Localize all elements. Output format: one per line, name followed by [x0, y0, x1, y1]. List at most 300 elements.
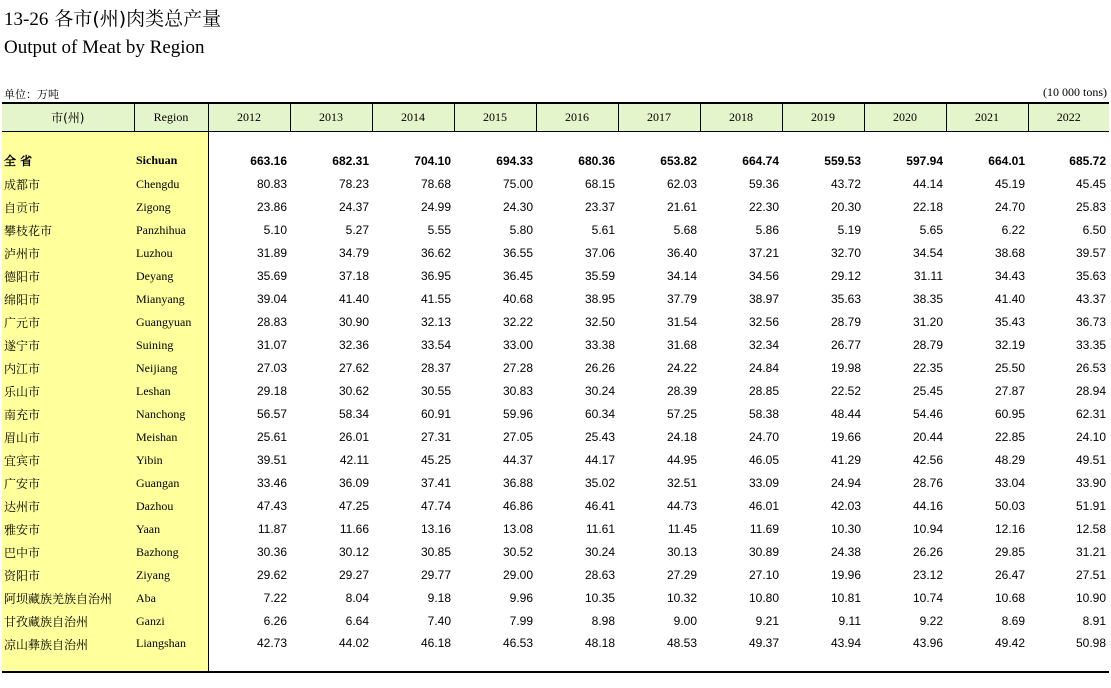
region-name-en: Ganzi [134, 610, 208, 633]
output-value: 34.43 [994, 269, 1025, 283]
output-value: 31.54 [666, 315, 697, 329]
output-value: 6.64 [345, 614, 369, 628]
output-value: 11.61 [585, 522, 615, 536]
header-year: 2014 [372, 103, 454, 131]
output-value: 35.69 [256, 269, 287, 283]
output-value: 33.09 [748, 476, 779, 490]
output-value: 30.24 [584, 545, 615, 559]
output-value: 5.68 [673, 223, 697, 237]
header-year: 2013 [290, 103, 372, 131]
output-value: 36.73 [1075, 315, 1106, 329]
output-value: 26.01 [338, 430, 369, 444]
table-row [2, 242, 1109, 265]
output-value: 27.10 [748, 568, 779, 582]
region-name-en: Deyang [134, 265, 208, 288]
output-value: 25.43 [584, 430, 615, 444]
table-row [2, 219, 1109, 242]
output-value: 9.11 [838, 614, 861, 628]
output-value: 43.96 [864, 633, 946, 672]
region-name-cn: 成都市 [2, 173, 134, 196]
output-value: 30.12 [338, 545, 369, 559]
output-value: 32.51 [666, 476, 697, 490]
output-value: 32.13 [420, 315, 451, 329]
output-value: 51.91 [1075, 499, 1106, 513]
region-name-en: Chengdu [134, 173, 208, 196]
region-name-cn: 全 省 [2, 149, 134, 173]
output-value: 8.98 [591, 614, 615, 628]
output-value: 34.56 [748, 269, 779, 283]
output-value: 663.16 [250, 153, 287, 168]
output-value: 48.18 [536, 633, 618, 672]
output-value: 38.95 [584, 292, 615, 306]
output-value: 46.41 [584, 499, 615, 513]
table-row [2, 564, 1109, 587]
output-value: 8.91 [1082, 614, 1106, 628]
region-name-en: Ziyang [134, 564, 208, 587]
output-value: 28.94 [1075, 384, 1106, 398]
output-value: 38.35 [912, 292, 943, 306]
table-row [2, 633, 1109, 672]
output-value: 30.13 [666, 545, 697, 559]
output-value: 33.38 [584, 338, 615, 352]
region-name-en: Dazhou [134, 495, 208, 518]
output-value: 685.72 [1069, 153, 1106, 168]
output-value: 24.99 [420, 200, 451, 214]
output-value: 49.42 [946, 633, 1028, 672]
header-city-cn: 市(州) [2, 103, 134, 131]
output-value: 6.26 [263, 614, 287, 628]
region-name-en: Sichuan [134, 149, 208, 173]
output-value: 29.62 [256, 568, 287, 582]
output-value: 31.11 [913, 269, 943, 283]
output-value: 39.51 [256, 453, 287, 467]
output-value: 11.69 [749, 522, 779, 536]
output-value: 36.95 [420, 269, 451, 283]
output-value: 36.62 [420, 246, 451, 260]
output-value: 30.55 [420, 384, 451, 398]
output-value: 24.22 [666, 361, 697, 375]
table-row [2, 472, 1109, 495]
region-name-cn: 德阳市 [2, 265, 134, 288]
output-value: 30.90 [338, 315, 369, 329]
output-value: 46.01 [748, 499, 779, 513]
output-value: 11.45 [667, 522, 697, 536]
output-value: 5.19 [837, 223, 861, 237]
output-value: 28.63 [584, 568, 615, 582]
output-value: 47.43 [256, 499, 287, 513]
output-value: 49.37 [700, 633, 782, 672]
output-value: 27.31 [420, 430, 451, 444]
table-row [2, 518, 1109, 541]
output-value: 26.47 [994, 568, 1025, 582]
output-value: 10.68 [994, 591, 1025, 605]
output-value: 7.22 [263, 591, 287, 605]
region-name-en: Zigong [134, 196, 208, 219]
output-value: 9.22 [919, 614, 943, 628]
table-row [2, 541, 1109, 564]
output-value: 42.56 [912, 453, 943, 467]
table-row [2, 587, 1109, 610]
total-row [2, 149, 1109, 173]
output-value: 30.52 [502, 545, 533, 559]
output-value: 78.68 [420, 177, 451, 191]
output-value: 9.00 [673, 614, 697, 628]
output-value: 32.50 [584, 315, 615, 329]
region-name-en: Nanchong [134, 403, 208, 426]
output-value: 22.18 [912, 200, 943, 214]
output-value: 24.10 [1075, 430, 1106, 444]
output-value: 30.24 [584, 384, 615, 398]
table-row [2, 173, 1109, 196]
output-value: 78.23 [338, 177, 369, 191]
output-value: 7.99 [509, 614, 533, 628]
output-value: 653.82 [660, 153, 697, 168]
output-value: 43.72 [830, 177, 861, 191]
output-value: 27.51 [1075, 568, 1106, 582]
output-value: 22.52 [830, 384, 861, 398]
output-value: 27.29 [666, 568, 697, 582]
output-value: 28.76 [912, 476, 943, 490]
output-value: 58.34 [338, 407, 369, 421]
table-row [2, 288, 1109, 311]
output-value: 31.68 [666, 338, 697, 352]
output-value: 680.36 [578, 153, 615, 168]
output-value: 26.26 [912, 545, 943, 559]
output-value: 11.87 [257, 522, 287, 536]
table-row [2, 196, 1109, 219]
region-name-cn: 乐山市 [2, 380, 134, 403]
output-value: 47.74 [420, 499, 451, 513]
region-name-en: Meishan [134, 426, 208, 449]
output-value: 44.16 [912, 499, 943, 513]
header-year: 2019 [782, 103, 864, 131]
output-value: 41.40 [338, 292, 369, 306]
table-row [2, 449, 1109, 472]
output-value: 10.81 [830, 591, 861, 605]
table-header [2, 103, 1109, 131]
output-value: 22.85 [994, 430, 1025, 444]
output-value: 24.37 [338, 200, 369, 214]
output-value: 33.04 [994, 476, 1025, 490]
output-value: 41.55 [420, 292, 451, 306]
output-value: 44.95 [666, 453, 697, 467]
output-value: 36.09 [338, 476, 369, 490]
output-value: 60.34 [584, 407, 615, 421]
output-value: 20.30 [830, 200, 861, 214]
output-value: 32.22 [502, 315, 533, 329]
output-value: 60.91 [420, 407, 451, 421]
output-value: 24.30 [502, 200, 533, 214]
output-value: 44.37 [502, 453, 533, 467]
output-value: 48.44 [830, 407, 861, 421]
output-value: 37.41 [420, 476, 451, 490]
output-value: 25.61 [256, 430, 287, 444]
output-value: 20.44 [912, 430, 943, 444]
output-value: 43.94 [782, 633, 864, 672]
output-value: 5.55 [427, 223, 451, 237]
output-value: 27.62 [338, 361, 369, 375]
output-value: 21.61 [666, 200, 697, 214]
output-value: 30.89 [748, 545, 779, 559]
output-value: 5.86 [755, 223, 779, 237]
region-name-cn: 雅安市 [2, 518, 134, 541]
output-value: 10.94 [912, 522, 943, 536]
region-name-cn: 广安市 [2, 472, 134, 495]
output-value: 13.08 [502, 522, 533, 536]
output-value: 38.68 [994, 246, 1025, 260]
region-name-cn: 攀枝花市 [2, 219, 134, 242]
output-value: 68.15 [584, 177, 615, 191]
output-value: 704.10 [414, 153, 451, 168]
region-name-en: Panzhihua [134, 219, 208, 242]
region-name-cn: 内江市 [2, 357, 134, 380]
output-value: 27.87 [994, 384, 1025, 398]
output-value: 10.74 [912, 591, 943, 605]
output-value: 26.53 [1075, 361, 1106, 375]
output-value: 559.53 [824, 153, 861, 168]
output-value: 59.96 [502, 407, 533, 421]
output-value: 60.95 [994, 407, 1025, 421]
output-value: 35.63 [1075, 269, 1106, 283]
region-name-en: Yaan [134, 518, 208, 541]
region-name-en: Neijiang [134, 357, 208, 380]
output-value: 25.50 [994, 361, 1025, 375]
output-value: 45.45 [1075, 177, 1106, 191]
output-value: 27.03 [256, 361, 287, 375]
header-year: 2020 [864, 103, 946, 131]
output-value: 5.65 [919, 223, 943, 237]
output-value: 29.00 [502, 568, 533, 582]
output-value: 26.26 [584, 361, 615, 375]
output-value: 31.20 [912, 315, 943, 329]
output-value: 8.69 [1001, 614, 1025, 628]
output-value: 57.25 [666, 407, 697, 421]
output-value: 41.29 [830, 453, 861, 467]
output-value: 58.38 [748, 407, 779, 421]
region-name-en: Bazhong [134, 541, 208, 564]
output-value: 59.36 [748, 177, 779, 191]
output-value: 44.17 [584, 453, 615, 467]
output-value: 43.37 [1075, 292, 1106, 306]
region-name-en: Leshan [134, 380, 208, 403]
region-name-cn: 绵阳市 [2, 288, 134, 311]
output-value: 7.40 [427, 614, 451, 628]
output-value: 45.25 [420, 453, 451, 467]
output-value: 25.45 [912, 384, 943, 398]
region-name-en: Suining [134, 334, 208, 357]
output-value: 29.85 [994, 545, 1025, 559]
output-value: 19.66 [830, 430, 861, 444]
output-value: 56.57 [256, 407, 287, 421]
region-name-en: Luzhou [134, 242, 208, 265]
output-value: 5.80 [509, 223, 533, 237]
output-value: 30.62 [338, 384, 369, 398]
output-value: 41.40 [994, 292, 1025, 306]
region-name-en: Mianyang [134, 288, 208, 311]
output-value: 37.79 [666, 292, 697, 306]
output-value: 664.01 [988, 153, 1025, 168]
output-value: 24.70 [994, 200, 1025, 214]
meat-output-table [2, 102, 1109, 673]
output-value: 46.05 [748, 453, 779, 467]
region-name-cn: 凉山彝族自治州 [2, 633, 134, 672]
table-row [2, 357, 1109, 380]
output-value: 34.54 [912, 246, 943, 260]
table-row [2, 426, 1109, 449]
output-value: 32.70 [830, 246, 861, 260]
output-value: 24.18 [666, 430, 697, 444]
region-name-cn: 资阳市 [2, 564, 134, 587]
output-value: 28.37 [420, 361, 451, 375]
output-value: 27.28 [502, 361, 533, 375]
region-name-en: Liangshan [134, 633, 208, 672]
table-row [2, 265, 1109, 288]
output-value: 24.70 [748, 430, 779, 444]
region-name-cn: 自贡市 [2, 196, 134, 219]
output-value: 23.86 [256, 200, 287, 214]
output-value: 44.14 [912, 177, 943, 191]
output-value: 28.79 [830, 315, 861, 329]
output-value: 33.54 [420, 338, 451, 352]
table-row [2, 403, 1109, 426]
output-value: 62.03 [666, 177, 697, 191]
output-value: 50.03 [994, 499, 1025, 513]
output-value: 29.27 [338, 568, 369, 582]
header-year: 2016 [536, 103, 618, 131]
region-name-en: Guangyuan [134, 311, 208, 334]
output-value: 46.18 [372, 633, 454, 672]
output-value: 37.06 [584, 246, 615, 260]
output-value: 33.00 [502, 338, 533, 352]
output-value: 597.94 [906, 153, 943, 168]
output-value: 32.36 [338, 338, 369, 352]
output-value: 42.03 [830, 499, 861, 513]
region-name-en: Yibin [134, 449, 208, 472]
output-value: 34.14 [666, 269, 697, 283]
output-value: 24.84 [748, 361, 779, 375]
output-value: 6.22 [1001, 223, 1025, 237]
output-value: 28.39 [666, 384, 697, 398]
output-value: 46.86 [502, 499, 533, 513]
output-value: 39.04 [256, 292, 287, 306]
output-value: 80.83 [256, 177, 287, 191]
output-value: 24.94 [830, 476, 861, 490]
output-value: 30.85 [420, 545, 451, 559]
output-value: 38.97 [748, 292, 779, 306]
output-value: 28.83 [256, 315, 287, 329]
region-name-cn: 宜宾市 [2, 449, 134, 472]
region-name-en: Guangan [134, 472, 208, 495]
output-value: 5.27 [345, 223, 369, 237]
region-name-cn: 遂宁市 [2, 334, 134, 357]
output-value: 9.96 [509, 591, 533, 605]
output-value: 23.12 [912, 568, 943, 582]
table-body [2, 131, 1109, 672]
output-value: 35.43 [994, 315, 1025, 329]
output-value: 6.50 [1082, 223, 1106, 237]
output-value: 48.53 [618, 633, 700, 672]
header-year: 2022 [1028, 103, 1109, 131]
header-year: 2018 [700, 103, 782, 131]
region-name-cn: 巴中市 [2, 541, 134, 564]
header-year: 2021 [946, 103, 1028, 131]
output-value: 28.85 [748, 384, 779, 398]
output-value: 37.18 [338, 269, 369, 283]
output-value: 12.16 [994, 522, 1025, 536]
output-value: 46.53 [454, 633, 536, 672]
output-value: 19.98 [830, 361, 861, 375]
output-value: 682.31 [332, 153, 369, 168]
output-value: 9.18 [427, 591, 451, 605]
output-value: 9.21 [755, 614, 779, 628]
output-value: 29.18 [256, 384, 287, 398]
output-value: 26.77 [830, 338, 861, 352]
output-value: 35.63 [830, 292, 861, 306]
table-row [2, 610, 1109, 633]
output-value: 694.33 [496, 153, 533, 168]
output-value: 35.59 [584, 269, 615, 283]
unit-label-english: (10 000 tons) [1043, 85, 1107, 99]
output-value: 28.79 [912, 338, 943, 352]
output-value: 10.30 [830, 522, 861, 536]
output-value: 47.25 [338, 499, 369, 513]
output-value: 33.35 [1075, 338, 1106, 352]
output-value: 10.80 [748, 591, 779, 605]
output-value: 23.37 [584, 200, 615, 214]
region-name-cn: 达州市 [2, 495, 134, 518]
spacer-row [2, 131, 1109, 149]
output-value: 12.58 [1075, 522, 1106, 536]
output-value: 29.12 [830, 269, 861, 283]
output-value: 44.02 [290, 633, 372, 672]
table-number: 13-26 [4, 9, 49, 30]
output-value: 31.21 [1075, 545, 1106, 559]
output-value: 31.07 [256, 338, 287, 352]
output-value: 5.10 [263, 223, 287, 237]
header-year: 2017 [618, 103, 700, 131]
output-value: 34.79 [338, 246, 369, 260]
output-value: 32.34 [748, 338, 779, 352]
header-region-en: Region [134, 103, 208, 131]
output-value: 36.55 [502, 246, 533, 260]
header-year: 2015 [454, 103, 536, 131]
output-value: 50.98 [1028, 633, 1109, 672]
output-value: 44.73 [666, 499, 697, 513]
output-value: 22.30 [748, 200, 779, 214]
table-row [2, 380, 1109, 403]
header-year: 2012 [208, 103, 290, 131]
unit-label-chinese: 单位：万吨 [4, 88, 59, 101]
output-value: 5.61 [591, 223, 615, 237]
output-value: 27.05 [502, 430, 533, 444]
output-value: 35.02 [584, 476, 615, 490]
output-value: 10.35 [584, 591, 615, 605]
region-name-cn: 眉山市 [2, 426, 134, 449]
output-value: 25.83 [1075, 200, 1106, 214]
output-value: 40.68 [502, 292, 533, 306]
output-value: 30.83 [502, 384, 533, 398]
output-value: 32.56 [748, 315, 779, 329]
output-value: 62.31 [1075, 407, 1106, 421]
header-row [2, 103, 1109, 131]
output-value: 32.19 [994, 338, 1025, 352]
table-title-cn-text: 各市(州)肉类总产量 [54, 8, 222, 30]
table-title-english: Output of Meat by Region [4, 37, 205, 58]
output-value: 36.40 [666, 246, 697, 260]
output-value: 11.66 [339, 522, 369, 536]
output-value: 10.90 [1075, 591, 1106, 605]
output-value: 33.90 [1075, 476, 1106, 490]
